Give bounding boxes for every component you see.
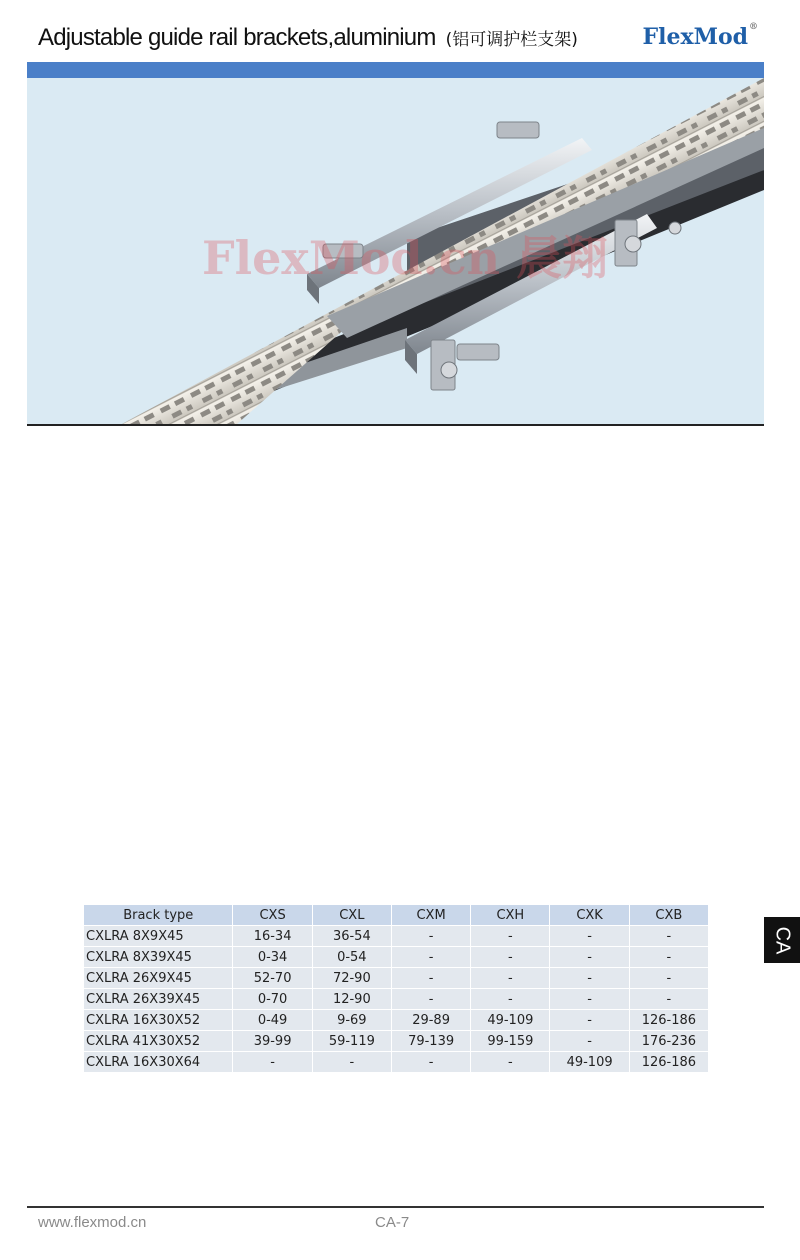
table-cell: - — [471, 989, 549, 1009]
table-row — [84, 989, 708, 1009]
table-cell: - — [471, 1052, 549, 1072]
table-cell: 0-70 — [233, 989, 311, 1009]
table-cell: 9-69 — [313, 1010, 391, 1030]
table-cell: - — [233, 1052, 311, 1072]
column-header: CXH — [471, 905, 549, 925]
watermark: FlexMod.cn 晨翔 — [202, 231, 609, 285]
table-cell: - — [392, 989, 470, 1009]
table-row — [84, 1052, 708, 1072]
table-cell: - — [550, 926, 628, 946]
section-tab — [764, 917, 800, 963]
table-cell: 29-89 — [392, 1010, 470, 1030]
table-cell: - — [471, 926, 549, 946]
page-number: CA-7 — [375, 1214, 410, 1231]
table-row — [84, 947, 708, 967]
table-cell: CXLRA 41X30X52 — [84, 1031, 232, 1051]
table-cell: - — [550, 1010, 628, 1030]
table-cell: 12-90 — [313, 989, 391, 1009]
page-header — [0, 0, 800, 62]
table-cell: 39-99 — [233, 1031, 311, 1051]
table-cell: - — [550, 947, 628, 967]
table-row — [84, 1031, 708, 1051]
column-header: CXL — [313, 905, 391, 925]
table-cell: 79-139 — [392, 1031, 470, 1051]
table-cell: 16-34 — [233, 926, 311, 946]
table-cell: 0-54 — [313, 947, 391, 967]
table-cell: - — [630, 947, 708, 967]
table-cell: 0-49 — [233, 1010, 311, 1030]
table-row — [84, 926, 708, 946]
table-cell: 49-109 — [471, 1010, 549, 1030]
bracket-spec-table — [83, 904, 709, 1073]
table-header-row — [84, 905, 708, 925]
photo-divider — [27, 424, 764, 426]
table-cell: 99-159 — [471, 1031, 549, 1051]
product-photo — [27, 78, 764, 424]
table-cell: - — [630, 989, 708, 1009]
column-header: CXM — [392, 905, 470, 925]
section-tab-label: CA — [771, 926, 794, 954]
table-cell: CXLRA 16X30X52 — [84, 1010, 232, 1030]
brand-name: FlexMod — [642, 24, 748, 50]
table-cell: - — [313, 1052, 391, 1072]
table-cell: - — [392, 1052, 470, 1072]
brand-logo — [643, 24, 759, 50]
table-row — [84, 1010, 708, 1030]
column-header: CXK — [550, 905, 628, 925]
table-cell: CXLRA 16X30X64 — [84, 1052, 232, 1072]
table-cell: 126-186 — [630, 1052, 708, 1072]
table-cell: 176-236 — [630, 1031, 708, 1051]
table-cell: 72-90 — [313, 968, 391, 988]
table-cell: - — [392, 968, 470, 988]
table-cell: - — [630, 968, 708, 988]
table-cell: - — [392, 947, 470, 967]
table-cell: 49-109 — [550, 1052, 628, 1072]
page-title — [38, 24, 578, 52]
column-header: Brack type — [84, 905, 232, 925]
table-cell: 36-54 — [313, 926, 391, 946]
table-cell: - — [550, 1031, 628, 1051]
table-cell: CXLRA 26X39X45 — [84, 989, 232, 1009]
table-cell: 52-70 — [233, 968, 311, 988]
table-cell: - — [471, 947, 549, 967]
registered-mark: ® — [749, 22, 758, 32]
header-accent-bar — [27, 62, 764, 78]
footer-website: www.flexmod.cn — [38, 1214, 147, 1231]
table-cell: - — [392, 926, 470, 946]
title-text: Adjustable guide rail brackets,aluminium — [38, 24, 436, 51]
table-cell: - — [630, 926, 708, 946]
table-cell: - — [471, 968, 549, 988]
table-cell: 126-186 — [630, 1010, 708, 1030]
column-header: CXB — [630, 905, 708, 925]
footer-divider — [27, 1206, 764, 1208]
title-chinese: (铝可调护栏支架) — [445, 30, 578, 50]
column-header: CXS — [233, 905, 311, 925]
table-cell: CXLRA 8X9X45 — [84, 926, 232, 946]
table-cell: - — [550, 968, 628, 988]
table-cell: CXLRA 8X39X45 — [84, 947, 232, 967]
table-cell: - — [550, 989, 628, 1009]
table-row — [84, 968, 708, 988]
table-cell: 0-34 — [233, 947, 311, 967]
table-cell: 59-119 — [313, 1031, 391, 1051]
table-cell: CXLRA 26X9X45 — [84, 968, 232, 988]
